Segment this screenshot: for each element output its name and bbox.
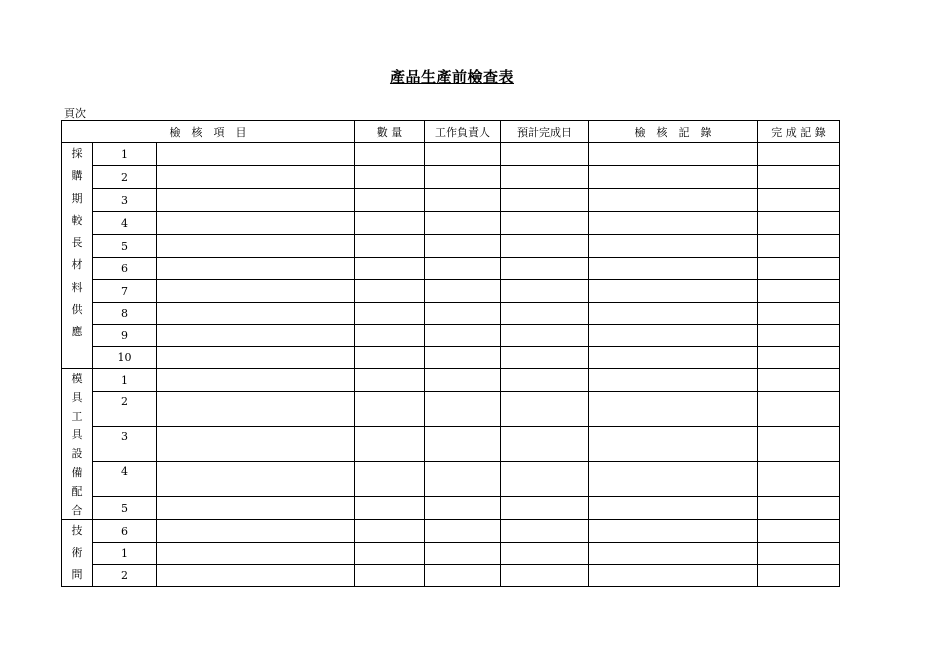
table-row	[62, 497, 840, 520]
record-cell[interactable]	[589, 347, 758, 369]
row-number: 6	[93, 520, 157, 542]
record-cell[interactable]	[589, 369, 758, 392]
category-char: 供	[71, 303, 83, 317]
qty-cell[interactable]	[355, 461, 425, 497]
row-number: 2	[93, 166, 157, 189]
category-char: 料	[71, 280, 83, 294]
owner-cell[interactable]	[425, 303, 501, 325]
record-cell[interactable]	[589, 542, 758, 564]
qty-cell[interactable]	[355, 235, 425, 258]
table-row	[62, 369, 840, 392]
row-number: 7	[93, 280, 157, 303]
row-number: 2	[93, 565, 157, 587]
owner-cell[interactable]	[425, 235, 501, 258]
item-cell[interactable]	[157, 369, 355, 392]
category-label	[62, 520, 93, 587]
qty-cell[interactable]	[355, 426, 425, 461]
table-row	[62, 392, 840, 427]
row-number: 4	[93, 461, 157, 497]
qty-cell[interactable]	[355, 520, 425, 542]
done-cell[interactable]	[758, 235, 840, 258]
due-cell[interactable]	[501, 565, 589, 587]
category-char: 技	[71, 524, 83, 538]
category-char: 較	[71, 213, 83, 227]
item-cell[interactable]	[157, 235, 355, 258]
done-cell[interactable]	[758, 325, 840, 347]
record-cell[interactable]	[589, 426, 758, 461]
due-cell[interactable]	[501, 542, 589, 564]
done-cell[interactable]	[758, 369, 840, 392]
category-char: 長	[71, 236, 83, 250]
record-cell[interactable]	[589, 212, 758, 235]
owner-cell[interactable]	[425, 392, 501, 427]
record-cell[interactable]	[589, 565, 758, 587]
header-due: 預計完成日	[501, 121, 589, 143]
record-cell[interactable]	[589, 235, 758, 258]
record-cell[interactable]	[589, 520, 758, 542]
item-cell[interactable]	[157, 461, 355, 497]
table-row	[62, 143, 840, 166]
done-cell[interactable]	[758, 461, 840, 497]
header-record: 檢 核 記 錄	[589, 121, 758, 143]
category-char: 問	[71, 568, 83, 582]
header-owner: 工作負責人	[425, 121, 501, 143]
done-cell[interactable]	[758, 212, 840, 235]
row-number: 1	[93, 143, 157, 166]
category-char: 材	[71, 258, 83, 272]
category-char: 配	[71, 484, 83, 498]
page-title: 產品生產前檢查表	[389, 68, 514, 86]
done-cell[interactable]	[758, 392, 840, 427]
item-cell[interactable]	[157, 426, 355, 461]
category-char: 術	[71, 546, 83, 560]
category-char: 設	[71, 447, 83, 461]
category-char: 模	[71, 372, 83, 385]
item-cell[interactable]	[157, 280, 355, 303]
item-cell[interactable]	[157, 520, 355, 542]
owner-cell[interactable]	[425, 369, 501, 392]
row-number: 5	[93, 235, 157, 258]
record-cell[interactable]	[589, 461, 758, 497]
qty-cell[interactable]	[355, 303, 425, 325]
qty-cell[interactable]	[355, 565, 425, 587]
owner-cell[interactable]	[425, 565, 501, 587]
done-cell[interactable]	[758, 166, 840, 189]
table-row	[62, 166, 840, 189]
qty-cell[interactable]	[355, 347, 425, 369]
row-number: 1	[93, 542, 157, 564]
header-done: 完 成 記 錄	[758, 121, 840, 143]
row-number: 5	[93, 497, 157, 520]
owner-cell[interactable]	[425, 497, 501, 520]
header-item: 檢 核 項 目	[62, 121, 355, 143]
record-cell[interactable]	[589, 258, 758, 280]
item-cell[interactable]	[157, 189, 355, 212]
due-cell[interactable]	[501, 392, 589, 427]
table-row	[62, 565, 840, 587]
table-row	[62, 461, 840, 497]
item-cell[interactable]	[157, 497, 355, 520]
row-number: 4	[93, 212, 157, 235]
record-cell[interactable]	[589, 143, 758, 166]
item-cell[interactable]	[157, 258, 355, 280]
row-number: 10	[93, 347, 157, 369]
due-cell[interactable]	[501, 461, 589, 497]
due-cell[interactable]	[501, 166, 589, 189]
category-char: 工	[71, 409, 83, 423]
record-cell[interactable]	[589, 497, 758, 520]
table-row	[62, 520, 840, 542]
owner-cell[interactable]	[425, 258, 501, 280]
category-char: 購	[71, 169, 83, 183]
due-cell[interactable]	[501, 497, 589, 520]
table-row	[62, 325, 840, 347]
table-row	[62, 235, 840, 258]
done-cell[interactable]	[758, 497, 840, 520]
qty-cell[interactable]	[355, 325, 425, 347]
table-row	[62, 212, 840, 235]
done-cell[interactable]	[758, 143, 840, 166]
record-cell[interactable]	[589, 166, 758, 189]
item-cell[interactable]	[157, 392, 355, 427]
done-cell[interactable]	[758, 347, 840, 369]
category-char: 具	[71, 428, 83, 442]
header-qty: 數 量	[355, 121, 425, 143]
done-cell[interactable]	[758, 258, 840, 280]
due-cell[interactable]	[501, 189, 589, 212]
due-cell[interactable]	[501, 347, 589, 369]
due-cell[interactable]	[501, 235, 589, 258]
qty-cell[interactable]	[355, 258, 425, 280]
item-cell[interactable]	[157, 542, 355, 564]
owner-cell[interactable]	[425, 426, 501, 461]
category-label	[62, 369, 93, 520]
table-row	[62, 303, 840, 325]
done-cell[interactable]	[758, 542, 840, 564]
header-row	[62, 121, 840, 143]
done-cell[interactable]	[758, 565, 840, 587]
done-cell[interactable]	[758, 189, 840, 212]
owner-cell[interactable]	[425, 542, 501, 564]
row-number: 2	[93, 392, 157, 427]
qty-cell[interactable]	[355, 542, 425, 564]
row-number: 9	[93, 325, 157, 347]
due-cell[interactable]	[501, 426, 589, 461]
done-cell[interactable]	[758, 426, 840, 461]
owner-cell[interactable]	[425, 166, 501, 189]
table-row	[62, 542, 840, 564]
due-cell[interactable]	[501, 520, 589, 542]
qty-cell[interactable]	[355, 369, 425, 392]
item-cell[interactable]	[157, 303, 355, 325]
record-cell[interactable]	[589, 189, 758, 212]
category-char: 期	[71, 191, 83, 205]
due-cell[interactable]	[501, 369, 589, 392]
qty-cell[interactable]	[355, 497, 425, 520]
qty-cell[interactable]	[355, 280, 425, 303]
owner-cell[interactable]	[425, 189, 501, 212]
item-cell[interactable]	[157, 166, 355, 189]
due-cell[interactable]	[501, 280, 589, 303]
record-cell[interactable]	[589, 303, 758, 325]
qty-cell[interactable]	[355, 143, 425, 166]
qty-cell[interactable]	[355, 392, 425, 427]
category-char: 備	[71, 465, 83, 479]
item-cell[interactable]	[157, 143, 355, 166]
table-row	[62, 258, 840, 280]
due-cell[interactable]	[501, 325, 589, 347]
owner-cell[interactable]	[425, 280, 501, 303]
owner-cell[interactable]	[425, 143, 501, 166]
table-row	[62, 347, 840, 369]
category-label	[62, 143, 93, 369]
table-row	[62, 426, 840, 461]
table-row	[62, 280, 840, 303]
owner-cell[interactable]	[425, 325, 501, 347]
owner-cell[interactable]	[425, 212, 501, 235]
item-cell[interactable]	[157, 347, 355, 369]
owner-cell[interactable]	[425, 520, 501, 542]
item-cell[interactable]	[157, 565, 355, 587]
due-cell[interactable]	[501, 258, 589, 280]
record-cell[interactable]	[589, 392, 758, 427]
qty-cell[interactable]	[355, 166, 425, 189]
done-cell[interactable]	[758, 280, 840, 303]
page-number-label: 頁次	[64, 107, 86, 120]
qty-cell[interactable]	[355, 189, 425, 212]
record-cell[interactable]	[589, 280, 758, 303]
qty-cell[interactable]	[355, 212, 425, 235]
item-cell[interactable]	[157, 212, 355, 235]
inspection-table	[61, 120, 840, 587]
due-cell[interactable]	[501, 212, 589, 235]
owner-cell[interactable]	[425, 461, 501, 497]
item-cell[interactable]	[157, 325, 355, 347]
table-row	[62, 189, 840, 212]
record-cell[interactable]	[589, 325, 758, 347]
category-char: 採	[71, 147, 83, 160]
row-number: 6	[93, 258, 157, 280]
owner-cell[interactable]	[425, 347, 501, 369]
row-number: 3	[93, 189, 157, 212]
category-char: 合	[71, 503, 83, 517]
category-char: 具	[71, 390, 83, 404]
row-number: 3	[93, 426, 157, 461]
done-cell[interactable]	[758, 303, 840, 325]
row-number: 1	[93, 369, 157, 392]
done-cell[interactable]	[758, 520, 840, 542]
row-number: 8	[93, 303, 157, 325]
category-char: 應	[71, 325, 83, 339]
due-cell[interactable]	[501, 303, 589, 325]
due-cell[interactable]	[501, 143, 589, 166]
